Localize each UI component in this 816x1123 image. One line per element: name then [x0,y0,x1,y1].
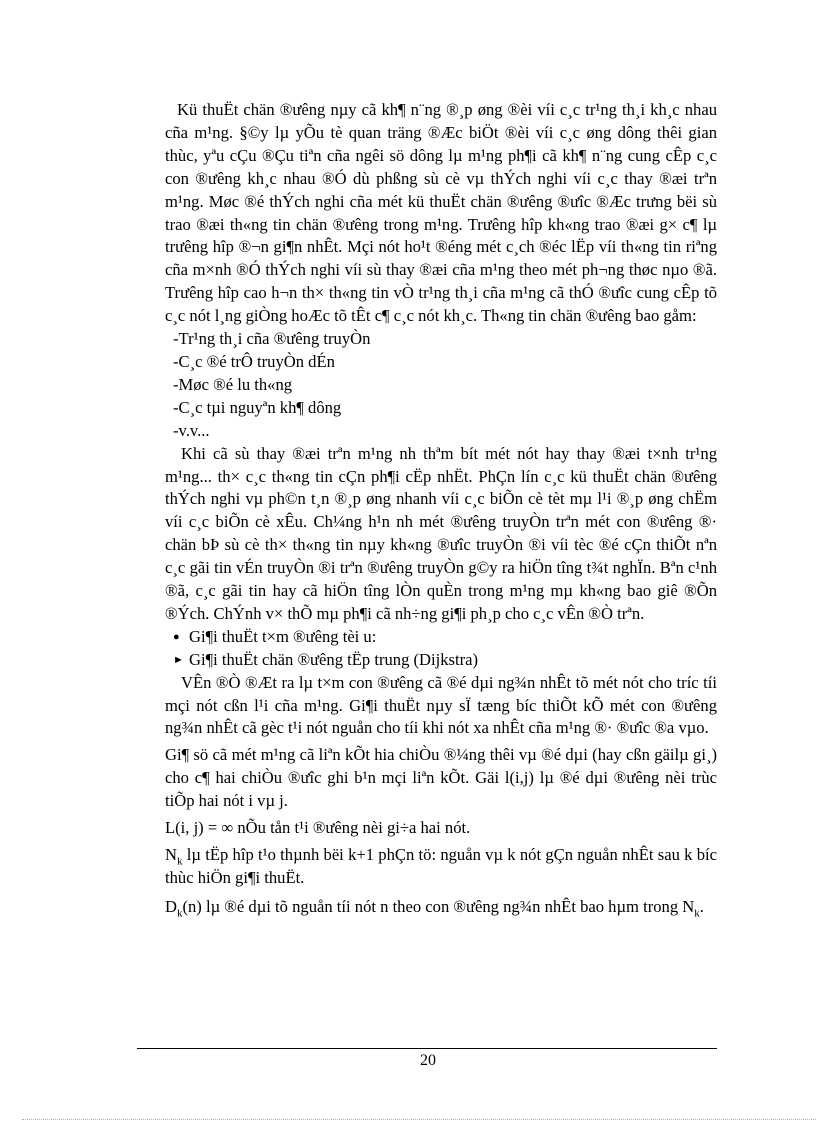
subscript-k: k [176,907,183,920]
paragraph-network-assumption: Gi¶ sö cã mét m¹ng cã liªn kÕt hia chiÒu ®¼ng thêi vµ ®é dµi (hay cßn gäilµ gi¸) cho c¶ hai chiÒu ®ưîc ghi b¹n mçi liªn kÕt. Gäi l(i,j) lµ ®é dµi ®ưêng nèi trùc tiÕp hai nót i vµ j. [165,745,717,811]
list-item: -C¸c tµi nguyªn kh¶ dông [173,397,342,417]
definition-text: lµ tËp hîp t¹o thµnh bëi k+1 phÇn tö: nguån vµ k nót gÇn nguån nhÊt sau k bíc thùc hiÖn gi¶i thuËt. [165,845,717,887]
bullet-item [165,626,717,649]
subscript-k: k [176,855,183,868]
list-item: -Tr¹ng th¸i cña ®ưêng truyÒn [173,329,371,349]
paragraph-shortest-path: VÊn ®Ò ®Æt ra lµ t×m con ®ưêng cã ®é dµi ng¾n nhÊt tõ mét nót cho tríc tíi mçi nót cßn l¹i cña m¹ng. Gi¶i thuËt nµy sÏ tæng bíc thiÕt kÕ mét con ®ưêng ng¾n nhÊt cã gèc t¹i nót nguån cho tíi khi nót xa nhÊt cña m¹ng ®· ®ưîc ®a vµo. [165,672,717,738]
routing-info-list [165,328,717,443]
footer-rule [137,1048,717,1049]
list-item: -Møc ®é lu th«ng [173,374,293,394]
page-number: 20 [420,1052,436,1069]
paragraph-routing-adaptivity: Kü thuËt chän ®ưêng nµy cã kh¶ n¨ng ®¸p øng ®èi víi c¸c tr¹ng th¸i kh¸c nhau cña m¹ng. §©y lµ yÕu tè quan träng ®Æc biÖt ®èi víi c¸c øng dông thêi gian thùc, yªu cÇu ®Çu tiªn cña ngêi sö dông lµ m¹ng ph¶i cã kh¶ n¨ng cung cÊp c¸c con ®ưêng kh¸c nhau ®Ó dù phßng sù cè vµ thÝch nghi víi c¸c thay ®æi trªn m¹ng. Møc ®é thÝch nghi cña mét kü thuËt chän ®ưêng ®ưîc ®Æc trưng bëi sù trao ®æi th«ng tin chän ®ưêng trong m¹ng. Trưêng hîp kh«ng trao ®æi g× c¶ lµ trưêng hîp ®¬n gi¶n nhÊt. Mçi nót ho¹t ®éng mét c¸ch ®éc lËp víi th«ng tin riªng cña m×nh ®Ó thÝch nghi víi sù thay ®æi cña m¹ng theo mét ph¬ng thøc nµo ®ã. Trưêng hîp cao h¬n th× th«ng tin vÒ tr¹ng th¸i cña m¹ng cã thÓ ®ưîc cung cÊp tõ c¸c nót l¸ng giÒng hoÆc tõ tÊt c¶ c¸c nót kh¸c. Th«ng tin chän ®ưêng bao gåm: [165,100,717,326]
page-body [165,99,717,919]
symbol-d: D [165,896,177,916]
bullet-text: Gi¶i thuËt chän ®ưêng tËp trung (Dijkstra) [189,649,479,669]
list-item: -C¸c ®é trÔ truyÒn dÉn [173,351,335,371]
definition-end: . [699,896,704,916]
bullet-text: Gi¶i thuËt t×m ®ưêng tèi u: [189,626,377,646]
paragraph-network-changes: Khi cã sù thay ®æi trªn m¹ng nh thªm bít mét nót hay thay ®æi t×nh tr¹ng m¹ng... th× c¸c th«ng tin cÇn ph¶i cËp nhËt. PhÇn lín c¸c kü thuËt chän ®ưêng thÝch nghi vµ ph©n t¸n ®¸p øng nhanh víi c¸c biÕn cè tèt mµ l¹i ®¸p øng chËm víi c¸c biÕn cè xÊu. Ch¼ng h¹n nh mét ®ưêng truyÒn trªn mét con ®ưêng ®· chän bÞ sù cè th× th«ng tin nµy kh«ng ®ưîc truyÒn ®i víi tèc ®é cÇn thiÕt nªn c¸c gãi tin vÉn truyÒn ®i trªn ®ưêng truyÒn g©y ra hiÖn tîng t¾t nghÏn. Bªn c¹nh ®ã, c¸c gãi tin hay cã hiÖn tîng lÒn quÈn trong m¹ng mµ kh«ng bao giê ®Õn ®Ých. ChÝnh v× thÕ mµ ph¶i cã nh÷ng gi¶i ph¸p cho c¸c vÊn ®Ò trªn. [165,443,717,623]
definition-text: (n) lµ ®é dµi tõ nguån tíi nót n theo con ®ưêng ng¾n nhÊt bao hµm trong N [182,896,695,916]
list-item: -v.v... [173,420,210,440]
page-bottom-dotted-line [22,1119,816,1120]
arrow-bullet-icon: ► [173,653,184,666]
bullet-item [165,649,717,672]
bullet-icon: ● [173,630,180,643]
formula-line: L(i, j) = ∞ nÕu tån t¹i ®ưêng nèi gi÷a hai nót. [165,818,471,838]
definition-nk [165,844,717,890]
definition-dk [165,896,717,919]
subscript-k: k [694,907,700,920]
symbol-n: N [165,845,177,864]
